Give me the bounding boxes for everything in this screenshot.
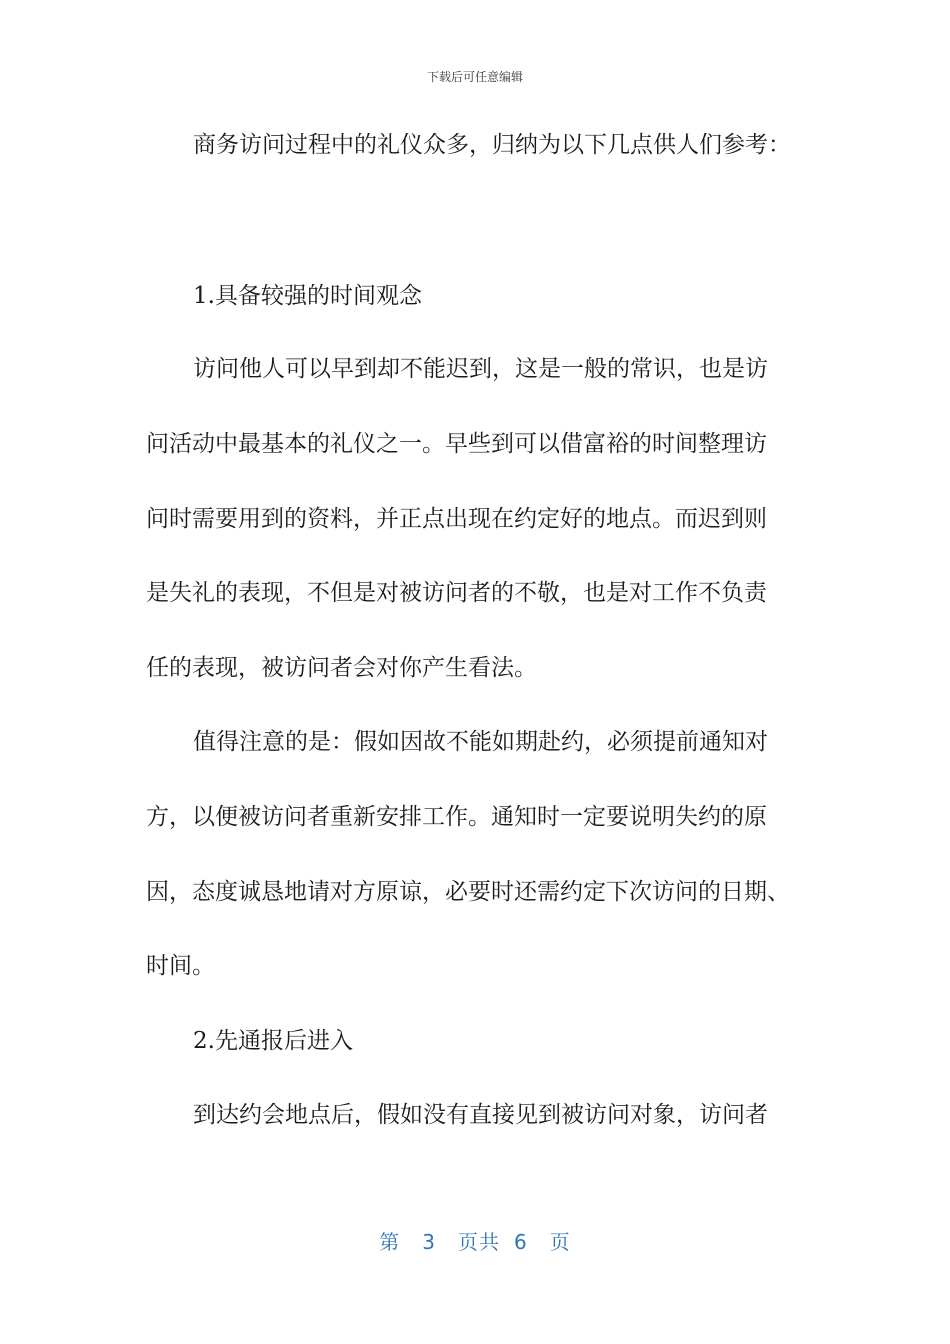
body-line-11: 时间。 xyxy=(146,953,215,979)
section-heading-2: 2.先通报后进入 xyxy=(193,1028,353,1054)
footer-total-pages: 6 xyxy=(514,1230,528,1254)
footer-page-label: 第 xyxy=(379,1230,401,1254)
body-line-3: 访问他人可以早到却不能迟到，这是一般的常识，也是访 xyxy=(193,356,768,382)
body-line-13: 到达约会地点后，假如没有直接见到被访问对象，访问者 xyxy=(193,1102,768,1128)
body-line-8: 值得注意的是：假如因故不能如期赴约，必须提前通知对 xyxy=(193,729,768,755)
body-line-5: 问时需要用到的资料，并正点出现在约定好的地点。而迟到则 xyxy=(146,506,767,532)
footer-end-label: 页 xyxy=(549,1230,571,1254)
page-footer xyxy=(0,1226,950,1255)
body-line-1: 商务访问过程中的礼仪众多，归纳为以下几点供人们参考： xyxy=(193,132,791,158)
body-line-7: 任的表现，被访问者会对你产生看法。 xyxy=(146,655,537,681)
body-line-9: 方，以便被访问者重新安排工作。通知时一定要说明失约的原 xyxy=(146,804,767,830)
footer-current-page: 3 xyxy=(422,1230,436,1254)
body-line-10: 因，态度诚恳地请对方原谅，必要时还需约定下次访问的日期、 xyxy=(146,879,790,905)
body-line-4: 问活动中最基本的礼仪之一。早些到可以借富裕的时间整理访 xyxy=(146,431,767,457)
page-header: 下载后可任意编辑 xyxy=(426,70,523,84)
footer-of-label: 页共 xyxy=(458,1230,500,1254)
body-line-6: 是失礼的表现，不但是对被访问者的不敬，也是对工作不负责 xyxy=(146,580,767,606)
section-heading-1: 1.具备较强的时间观念 xyxy=(193,283,422,309)
